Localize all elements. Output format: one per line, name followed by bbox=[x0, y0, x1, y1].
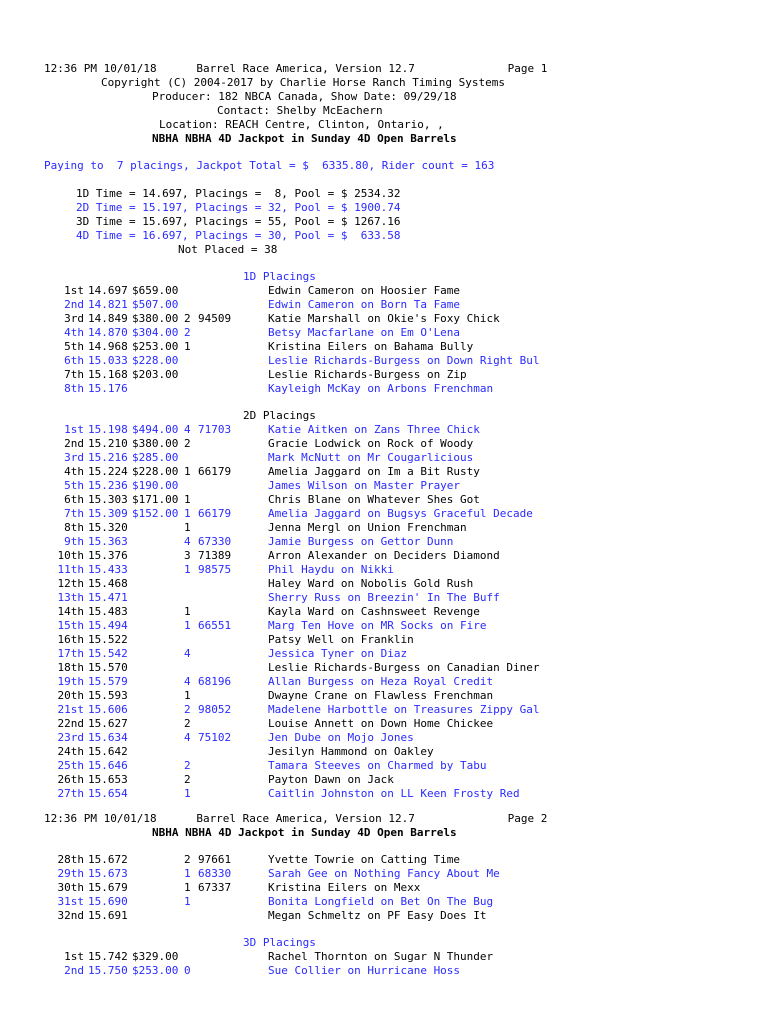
placing-time: 15.634 bbox=[88, 731, 128, 744]
placing-time: 15.679 bbox=[88, 881, 128, 894]
placing-cnt: 2 bbox=[184, 853, 191, 866]
placing-cnt: 1 bbox=[184, 787, 191, 800]
placing-back: 66551 bbox=[198, 619, 232, 632]
placing-row bbox=[0, 853, 770, 867]
placing-time: 14.821 bbox=[88, 298, 128, 311]
placing-cnt: 4 bbox=[184, 647, 191, 660]
placing-place: 31st bbox=[57, 895, 84, 908]
placing-back: 68330 bbox=[198, 867, 232, 880]
placing-row bbox=[0, 881, 770, 895]
placing-rider: Rachel Thornton on Sugar N Thunder bbox=[268, 950, 494, 963]
placing-place: 18th bbox=[57, 661, 84, 674]
placing-rider: Marg Ten Hove on MR Socks on Fire bbox=[268, 619, 487, 632]
placing-place: 3rd bbox=[64, 312, 84, 325]
placing-money: $304.00 bbox=[132, 326, 179, 339]
placing-time: 15.224 bbox=[88, 465, 128, 478]
placing-place: 2nd bbox=[64, 964, 84, 977]
placing-cnt: 1 bbox=[184, 619, 191, 632]
page-header-line: 12:36 PM 10/01/18 Barrel Race America, Version 12.7 Page 2 bbox=[44, 812, 548, 825]
placing-time: 15.690 bbox=[88, 895, 128, 908]
placing-row bbox=[0, 591, 770, 605]
placing-place: 19th bbox=[57, 675, 84, 688]
placing-rider: Sarah Gee on Nothing Fancy About Me bbox=[268, 867, 500, 880]
placing-rider: Leslie Richards-Burgess on Down Right Bul bbox=[268, 354, 540, 367]
placing-cnt: 1 bbox=[184, 493, 191, 506]
placing-place: 8th bbox=[64, 521, 84, 534]
placing-row bbox=[0, 703, 770, 717]
placing-row bbox=[0, 451, 770, 465]
division-line: 2D Time = 15.197, Placings = 32, Pool = $ 1900.74 bbox=[76, 201, 401, 214]
placing-place: 26th bbox=[57, 773, 84, 786]
jackpot-summary: Paying to 7 placings, Jackpot Total = $ 6335.80, Rider count = 163 bbox=[44, 159, 495, 172]
placing-rider: Caitlin Johnston on LL Keen Frosty Red bbox=[268, 787, 520, 800]
placing-time: 15.673 bbox=[88, 867, 128, 880]
placing-rider: Jamie Burgess on Gettor Dunn bbox=[268, 535, 454, 548]
placing-row bbox=[0, 437, 770, 451]
placing-row bbox=[0, 661, 770, 675]
placing-place: 6th bbox=[64, 354, 84, 367]
contact-line: Contact: Shelby McEachern bbox=[217, 104, 383, 117]
placing-place: 22nd bbox=[57, 717, 84, 730]
placing-place: 24th bbox=[57, 745, 84, 758]
placing-place: 1st bbox=[64, 950, 84, 963]
placing-rider: Kayla Ward on Cashnsweet Revenge bbox=[268, 605, 480, 618]
section-title-1d: 1D Placings bbox=[243, 270, 316, 283]
placing-cnt: 2 bbox=[184, 312, 191, 325]
placing-row bbox=[0, 619, 770, 633]
placing-cnt: 1 bbox=[184, 881, 191, 894]
placing-row bbox=[0, 423, 770, 437]
placing-time: 14.968 bbox=[88, 340, 128, 353]
placing-place: 32nd bbox=[57, 909, 84, 922]
placing-time: 15.309 bbox=[88, 507, 128, 520]
placing-place: 17th bbox=[57, 647, 84, 660]
placing-rider: Patsy Well on Franklin bbox=[268, 633, 414, 646]
placing-rider: Sue Collier on Hurricane Hoss bbox=[268, 964, 461, 977]
placing-rider: Haley Ward on Nobolis Gold Rush bbox=[268, 577, 474, 590]
placing-time: 15.320 bbox=[88, 521, 128, 534]
placing-row bbox=[0, 950, 770, 964]
placing-rider: Kayleigh McKay on Arbons Frenchman bbox=[268, 382, 494, 395]
placing-row bbox=[0, 745, 770, 759]
placing-row bbox=[0, 382, 770, 396]
placing-back: 94509 bbox=[198, 312, 232, 325]
placing-back: 66179 bbox=[198, 507, 232, 520]
placing-rider: Phil Haydu on Nikki bbox=[268, 563, 394, 576]
placing-cnt: 1 bbox=[184, 867, 191, 880]
placing-cnt: 1 bbox=[184, 895, 191, 908]
location-line: Location: REACH Centre, Clinton, Ontario, , bbox=[159, 118, 444, 131]
placing-back: 98052 bbox=[198, 703, 232, 716]
placing-rider: Mark McNutt on Mr Cougarlicious bbox=[268, 451, 474, 464]
placing-row bbox=[0, 731, 770, 745]
placing-cnt: 1 bbox=[184, 340, 191, 353]
placing-place: 12th bbox=[57, 577, 84, 590]
placing-rider: Edwin Cameron on Born Ta Fame bbox=[268, 298, 461, 311]
placing-money: $253.00 bbox=[132, 340, 179, 353]
not-placed-count: Not Placed = 38 bbox=[178, 243, 278, 256]
placing-place: 4th bbox=[64, 465, 84, 478]
page-header-line: 12:36 PM 10/01/18 Barrel Race America, Version 12.7 Page 1 bbox=[44, 62, 548, 75]
placing-place: 8th bbox=[64, 382, 84, 395]
placing-time: 14.697 bbox=[88, 284, 128, 297]
placing-back: 68196 bbox=[198, 675, 232, 688]
placing-place: 15th bbox=[57, 619, 84, 632]
placing-row bbox=[0, 493, 770, 507]
placing-money: $659.00 bbox=[132, 284, 179, 297]
placing-rider: Louise Annett on Down Home Chickee bbox=[268, 717, 494, 730]
placing-row bbox=[0, 773, 770, 787]
placing-rider: Katie Marshall on Okie's Foxy Chick bbox=[268, 312, 500, 325]
placing-back: 71703 bbox=[198, 423, 232, 436]
placing-row bbox=[0, 787, 770, 801]
placing-cnt: 1 bbox=[184, 521, 191, 534]
placing-back: 71389 bbox=[198, 549, 232, 562]
placing-back: 98575 bbox=[198, 563, 232, 576]
placing-rider: Jesilyn Hammond on Oakley bbox=[268, 745, 434, 758]
placing-rider: Arron Alexander on Deciders Diamond bbox=[268, 549, 500, 562]
placing-place: 10th bbox=[57, 549, 84, 562]
event-title: NBHA NBHA 4D Jackpot in Sunday 4D Open Barrels bbox=[152, 826, 457, 839]
placing-money: $380.00 bbox=[132, 437, 179, 450]
placing-rider: Edwin Cameron on Hoosier Fame bbox=[268, 284, 461, 297]
placing-rider: Katie Aitken on Zans Three Chick bbox=[268, 423, 480, 436]
placing-cnt: 2 bbox=[184, 437, 191, 450]
placing-row bbox=[0, 964, 770, 978]
placing-row bbox=[0, 577, 770, 591]
placing-cnt: 4 bbox=[184, 535, 191, 548]
placing-place: 29th bbox=[57, 867, 84, 880]
placing-row bbox=[0, 689, 770, 703]
placing-time: 15.236 bbox=[88, 479, 128, 492]
placing-time: 15.210 bbox=[88, 437, 128, 450]
placing-place: 21st bbox=[57, 703, 84, 716]
placing-cnt: 2 bbox=[184, 717, 191, 730]
placing-rider: Jessica Tyner on Diaz bbox=[268, 647, 408, 660]
placing-cnt: 0 bbox=[184, 964, 191, 977]
placing-rider: Bonita Longfield on Bet On The Bug bbox=[268, 895, 494, 908]
placing-time: 15.570 bbox=[88, 661, 128, 674]
placing-cnt: 2 bbox=[184, 773, 191, 786]
placing-back: 97661 bbox=[198, 853, 232, 866]
placing-back: 66179 bbox=[198, 465, 232, 478]
placing-row bbox=[0, 867, 770, 881]
placing-row bbox=[0, 759, 770, 773]
placing-time: 15.198 bbox=[88, 423, 128, 436]
placing-cnt: 2 bbox=[184, 326, 191, 339]
placing-place: 14th bbox=[57, 605, 84, 618]
placing-time: 15.522 bbox=[88, 633, 128, 646]
placing-place: 1st bbox=[64, 423, 84, 436]
placing-place: 30th bbox=[57, 881, 84, 894]
placing-rider: Amelia Jaggard on Im a Bit Rusty bbox=[268, 465, 480, 478]
placing-place: 7th bbox=[64, 507, 84, 520]
placing-rider: Kristina Eilers on Bahama Bully bbox=[268, 340, 474, 353]
placing-time: 15.742 bbox=[88, 950, 128, 963]
placing-time: 15.494 bbox=[88, 619, 128, 632]
placing-row bbox=[0, 354, 770, 368]
placing-row bbox=[0, 535, 770, 549]
placing-cnt: 1 bbox=[184, 507, 191, 520]
placing-place: 6th bbox=[64, 493, 84, 506]
placing-cnt: 1 bbox=[184, 605, 191, 618]
placing-time: 15.433 bbox=[88, 563, 128, 576]
placing-money: $380.00 bbox=[132, 312, 179, 325]
placing-place: 11th bbox=[57, 563, 84, 576]
placing-row bbox=[0, 284, 770, 298]
placing-time: 15.750 bbox=[88, 964, 128, 977]
placing-money: $152.00 bbox=[132, 507, 179, 520]
section-title-2d: 2D Placings bbox=[243, 409, 316, 422]
placing-money: $329.00 bbox=[132, 950, 179, 963]
placing-row bbox=[0, 647, 770, 661]
placing-time: 15.646 bbox=[88, 759, 128, 772]
placing-place: 2nd bbox=[64, 437, 84, 450]
placing-place: 13th bbox=[57, 591, 84, 604]
placing-cnt: 2 bbox=[184, 703, 191, 716]
placing-rider: Dwayne Crane on Flawless Frenchman bbox=[268, 689, 494, 702]
placing-rider: Amelia Jaggard on Bugsys Graceful Decade bbox=[268, 507, 533, 520]
placing-row bbox=[0, 563, 770, 577]
placing-money: $228.00 bbox=[132, 354, 179, 367]
placing-time: 15.542 bbox=[88, 647, 128, 660]
placing-place: 16th bbox=[57, 633, 84, 646]
placing-row bbox=[0, 633, 770, 647]
placing-place: 4th bbox=[64, 326, 84, 339]
placing-row bbox=[0, 312, 770, 326]
placing-money: $285.00 bbox=[132, 451, 179, 464]
placing-row bbox=[0, 675, 770, 689]
placing-row bbox=[0, 717, 770, 731]
placing-cnt: 1 bbox=[184, 689, 191, 702]
producer-line: Producer: 182 NBCA Canada, Show Date: 09/29/18 bbox=[152, 90, 457, 103]
placing-place: 9th bbox=[64, 535, 84, 548]
placing-cnt: 3 bbox=[184, 549, 191, 562]
placing-row bbox=[0, 521, 770, 535]
placing-rider: Leslie Richards-Burgess on Zip bbox=[268, 368, 467, 381]
section-title-3d: 3D Placings bbox=[243, 936, 316, 949]
placing-time: 14.870 bbox=[88, 326, 128, 339]
placing-row bbox=[0, 479, 770, 493]
placing-rider: Megan Schmeltz on PF Easy Does It bbox=[268, 909, 487, 922]
placing-money: $171.00 bbox=[132, 493, 179, 506]
placing-time: 15.176 bbox=[88, 382, 128, 395]
placing-time: 15.579 bbox=[88, 675, 128, 688]
placing-time: 15.168 bbox=[88, 368, 128, 381]
placing-place: 5th bbox=[64, 479, 84, 492]
placing-time: 15.376 bbox=[88, 549, 128, 562]
placing-back: 67330 bbox=[198, 535, 232, 548]
placing-time: 15.033 bbox=[88, 354, 128, 367]
placing-time: 15.606 bbox=[88, 703, 128, 716]
placing-place: 5th bbox=[64, 340, 84, 353]
placing-cnt: 1 bbox=[184, 563, 191, 576]
placing-row bbox=[0, 507, 770, 521]
placing-rider: Betsy Macfarlane on Em O'Lena bbox=[268, 326, 461, 339]
placing-cnt: 1 bbox=[184, 465, 191, 478]
placing-place: 27th bbox=[57, 787, 84, 800]
placing-row bbox=[0, 605, 770, 619]
placing-money: $203.00 bbox=[132, 368, 179, 381]
placing-rider: Jen Dube on Mojo Jones bbox=[268, 731, 414, 744]
placing-rider: Madelene Harbottle on Treasures Zippy Gal bbox=[268, 703, 540, 716]
placing-place: 3rd bbox=[64, 451, 84, 464]
placing-rider: Payton Dawn on Jack bbox=[268, 773, 394, 786]
placing-time: 15.653 bbox=[88, 773, 128, 786]
placing-row bbox=[0, 909, 770, 923]
placing-time: 14.849 bbox=[88, 312, 128, 325]
placing-row bbox=[0, 326, 770, 340]
placing-time: 15.483 bbox=[88, 605, 128, 618]
placing-time: 15.642 bbox=[88, 745, 128, 758]
placing-cnt: 4 bbox=[184, 675, 191, 688]
placing-money: $190.00 bbox=[132, 479, 179, 492]
placing-time: 15.691 bbox=[88, 909, 128, 922]
placing-place: 28th bbox=[57, 853, 84, 866]
placing-row bbox=[0, 895, 770, 909]
placing-time: 15.468 bbox=[88, 577, 128, 590]
placing-cnt: 4 bbox=[184, 423, 191, 436]
placing-rider: Leslie Richards-Burgess on Canadian Diner bbox=[268, 661, 540, 674]
placing-cnt: 4 bbox=[184, 731, 191, 744]
placing-rider: Yvette Towrie on Catting Time bbox=[268, 853, 461, 866]
placing-place: 2nd bbox=[64, 298, 84, 311]
event-title: NBHA NBHA 4D Jackpot in Sunday 4D Open Barrels bbox=[152, 132, 457, 145]
placing-back: 67337 bbox=[198, 881, 232, 894]
placing-time: 15.593 bbox=[88, 689, 128, 702]
placing-time: 15.654 bbox=[88, 787, 128, 800]
placing-row bbox=[0, 368, 770, 382]
placing-back: 75102 bbox=[198, 731, 232, 744]
placing-place: 7th bbox=[64, 368, 84, 381]
placing-time: 15.363 bbox=[88, 535, 128, 548]
placing-rider: Tamara Steeves on Charmed by Tabu bbox=[268, 759, 487, 772]
placing-row bbox=[0, 340, 770, 354]
placing-rider: Allan Burgess on Heza Royal Credit bbox=[268, 675, 494, 688]
division-line: 4D Time = 16.697, Placings = 30, Pool = $ 633.58 bbox=[76, 229, 401, 242]
placing-money: $228.00 bbox=[132, 465, 179, 478]
placing-place: 23rd bbox=[57, 731, 84, 744]
placing-place: 20th bbox=[57, 689, 84, 702]
placing-time: 15.672 bbox=[88, 853, 128, 866]
placing-rider: Gracie Lodwick on Rock of Woody bbox=[268, 437, 474, 450]
placing-money: $507.00 bbox=[132, 298, 179, 311]
division-line: 3D Time = 15.697, Placings = 55, Pool = $ 1267.16 bbox=[76, 215, 401, 228]
copyright-line: Copyright (C) 2004-2017 by Charlie Horse Ranch Timing Systems bbox=[101, 76, 505, 89]
placing-place: 1st bbox=[64, 284, 84, 297]
placing-money: $494.00 bbox=[132, 423, 179, 436]
placing-time: 15.303 bbox=[88, 493, 128, 506]
placing-row bbox=[0, 465, 770, 479]
placing-place: 25th bbox=[57, 759, 84, 772]
placing-rider: Jenna Mergl on Union Frenchman bbox=[268, 521, 467, 534]
placing-rider: Kristina Eilers on Mexx bbox=[268, 881, 421, 894]
placing-rider: Sherry Russ on Breezin' In The Buff bbox=[268, 591, 500, 604]
placing-time: 15.216 bbox=[88, 451, 128, 464]
placing-row bbox=[0, 298, 770, 312]
placing-row bbox=[0, 549, 770, 563]
placing-time: 15.471 bbox=[88, 591, 128, 604]
division-line: 1D Time = 14.697, Placings = 8, Pool = $ 2534.32 bbox=[76, 187, 401, 200]
placing-rider: James Wilson on Master Prayer bbox=[268, 479, 461, 492]
placing-rider: Chris Blane on Whatever Shes Got bbox=[268, 493, 480, 506]
placing-cnt: 2 bbox=[184, 759, 191, 772]
placing-time: 15.627 bbox=[88, 717, 128, 730]
placing-money: $253.00 bbox=[132, 964, 179, 977]
